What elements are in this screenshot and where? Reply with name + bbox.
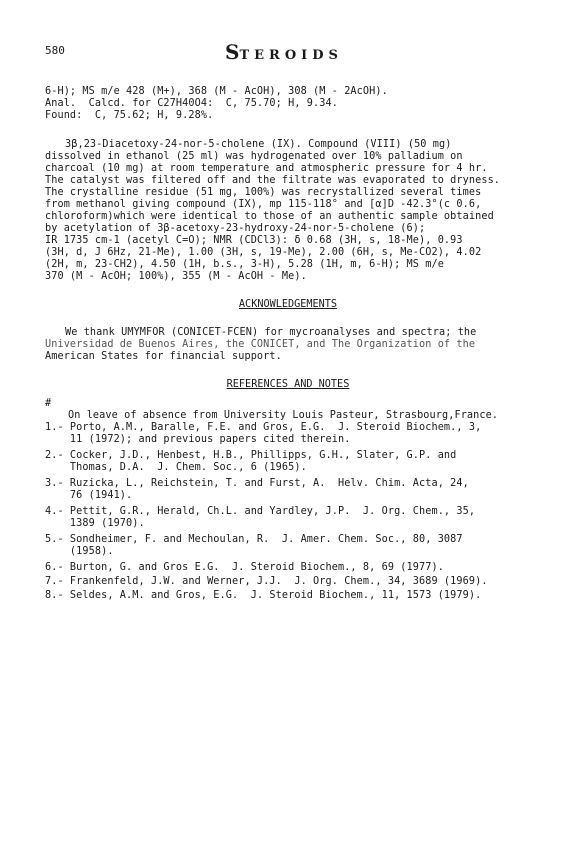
reference-line: 11 (1972); and previous papers cited therein. [45,434,351,445]
text-line: Found: C, 75.62; H, 9.28%. [45,110,214,121]
reference-line: (1958). [45,546,114,557]
acknowledgements-heading: ACKNOWLEDGEMENTS [238,299,338,310]
compound-line: (2H, m, 23-CH2), 4.50 (1H, b.s., 3-H), 5.28 (1H, m, 6-H); MS m/e [45,259,444,270]
compound-line: 370 (M - AcOH; 100%), 355 (M - AcOH - Me). [45,271,307,282]
journal-title [225,40,343,64]
text-line: Anal. Calcd. for C27H40O4: C, 75.70; H, 9.34. [45,98,338,109]
reference-line: 6.- Burton, G. and Gros E.G. J. Steroid Biochem., 8, 69 (1977). [45,562,444,573]
reference-line: 3.- Ruzicka, L., Reichstein, T. and Furst, A. Helv. Chim. Acta, 24, [45,478,469,489]
page-number: 580 [45,44,65,57]
compound-line: The crystalline residue (51 mg, 100%) was recrystallized several times [45,187,482,198]
reference-line: 4.- Pettit, G.R., Herald, Ch.L. and Yardley, J.P. J. Org. Chem., 35, [45,506,476,517]
ack-line: American States for financial support. [45,351,282,362]
journal-initial: S [225,40,240,64]
compound-line: by acetylation of 3β-acetoxy-23-hydroxy-24-nor-5-cholene (6); [45,223,426,234]
reference-line: 2.- Cocker, J.D., Henbest, H.B., Phillipps, G.H., Slater, G.P. and [45,450,457,461]
compound-line: charcoal (10 mg) at room temperature and atmospheric pressure for 4 hr. [45,163,488,174]
compound-line: from methanol giving compound (IX), mp 115-118° and [α]D -42.3°(c 0.6, [45,199,482,210]
text-line: 6-H); MS m/e 428 (M+), 368 (M - AcOH), 308 (M - 2AcOH). [45,86,388,97]
reference-line: 8.- Seldes, A.M. and Gros, E.G. J. Steroid Biochem., 11, 1573 (1979). [45,590,482,601]
compound-line: chloroform)which were identical to those of an authentic sample obtained [45,211,494,222]
reference-line: On leave of absence from University Louis Pasteur, Strasbourg,France. [68,410,499,421]
compound-line: dissolved in ethanol (25 ml) was hydrogenated over 10% palladium on [45,151,463,162]
compound-line: The catalyst was filtered off and the filtrate was evaporated to dryness. [45,175,501,186]
compound-line: IR 1735 cm-1 (acetyl C=O); NMR (CDCl3): δ 0.68 (3H, s, 18-Me), 0.93 [45,235,463,246]
reference-line: 1389 (1970). [45,518,145,529]
reference-line: 7.- Frankenfeld, J.W. and Werner, J.J. J. Org. Chem., 34, 3689 (1969). [45,576,488,587]
ack-line: Universidad de Buenos Aires, the CONICET, and The Organization of the [45,339,476,350]
reference-line: 1.- Porto, A.M., Baralle, F.E. and Gros, E.G. J. Steroid Biochem., 3, [45,422,482,433]
reference-line: Thomas, D.A. J. Chem. Soc., 6 (1965). [45,462,307,473]
reference-line: 5.- Sondheimer, F. and Mechoulan, R. J. Amer. Chem. Soc., 80, 3087 [45,534,463,545]
compound-line: 3β,23-Diacetoxy-24-nor-5-cholene (IX). Compound (VIII) (50 mg) [65,139,452,150]
references-heading: REFERENCES AND NOTES [226,379,350,390]
ack-line: We thank UMYMFOR (CONICET-FCEN) for mycroanalyses and spectra; the [65,327,477,338]
note-mark: # [45,398,52,409]
reference-line: 76 (1941). [45,490,133,501]
journal-rest: TEROIDS [239,48,343,63]
compound-line: (3H, d, J 6Hz, 21-Me), 1.00 (3H, s, 19-Me), 2.00 (6H, s, Me-CO2), 4.02 [45,247,482,258]
